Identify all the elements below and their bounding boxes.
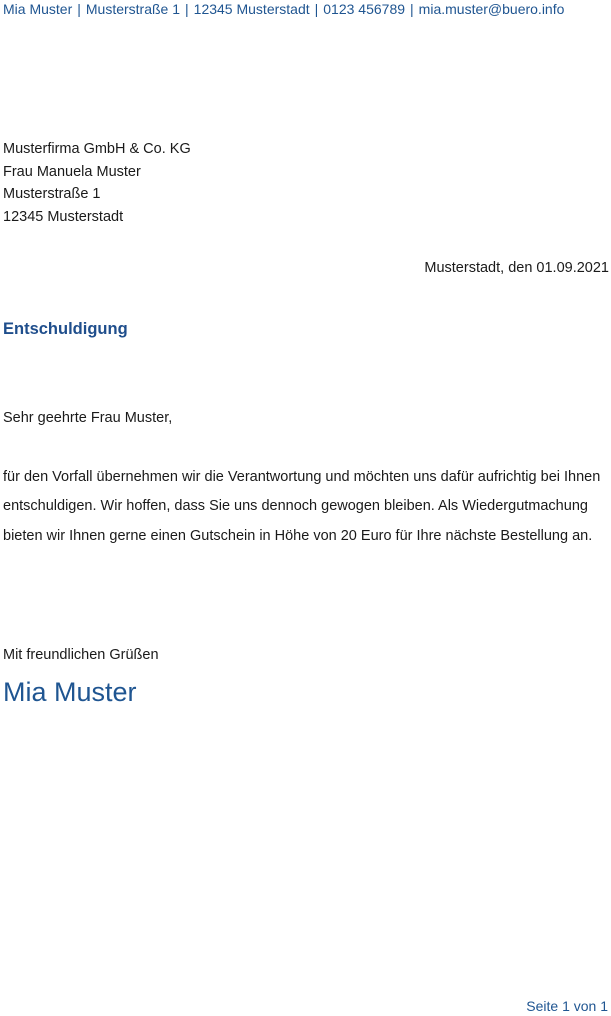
sender-email[interactable]: mia.muster@buero.info (418, 1, 565, 17)
separator: | (77, 1, 81, 17)
letter-body: für den Vorfall übernehmen wir die Verantwortung und möchten uns dafür aufrichtig bei Ihnen entschuldigen. Wir hoffen, dass Sie uns dennoch gewogen bleiben. Als Wiedergutmachung bieten wir Ihnen gerne einen Gutschein in Höhe von 20 Euro für Ihre nächste Bestellung an. (3, 469, 601, 544)
sender-name: Mia Muster (3, 1, 73, 17)
date-line: Musterstadt, den 01.09.2021 (424, 260, 609, 276)
signature: Mia Muster (3, 677, 137, 707)
recipient-street: Musterstraße 1 (3, 186, 101, 203)
sender-address-line (3, 0, 564, 18)
sender-street: Musterstraße 1 (85, 1, 181, 17)
closing-formula: Mit freundlichen Grüßen (3, 647, 159, 663)
recipient-city: 12345 Musterstadt (3, 209, 124, 226)
separator: | (410, 1, 414, 17)
page-number: Seite 1 von 1 (526, 998, 608, 1014)
subject-line: Entschuldigung (3, 320, 128, 338)
sender-phone: 0123 456789 (323, 1, 406, 17)
recipient-person: Frau Manuela Muster (3, 163, 141, 180)
salutation: Sehr geehrte Frau Muster, (3, 410, 173, 426)
separator: | (314, 1, 319, 17)
recipient-address (3, 138, 191, 229)
sender-city: 12345 Musterstadt (193, 1, 310, 17)
recipient-company: Musterfirma GmbH & Co. KG (3, 141, 191, 157)
separator: | (185, 1, 189, 17)
